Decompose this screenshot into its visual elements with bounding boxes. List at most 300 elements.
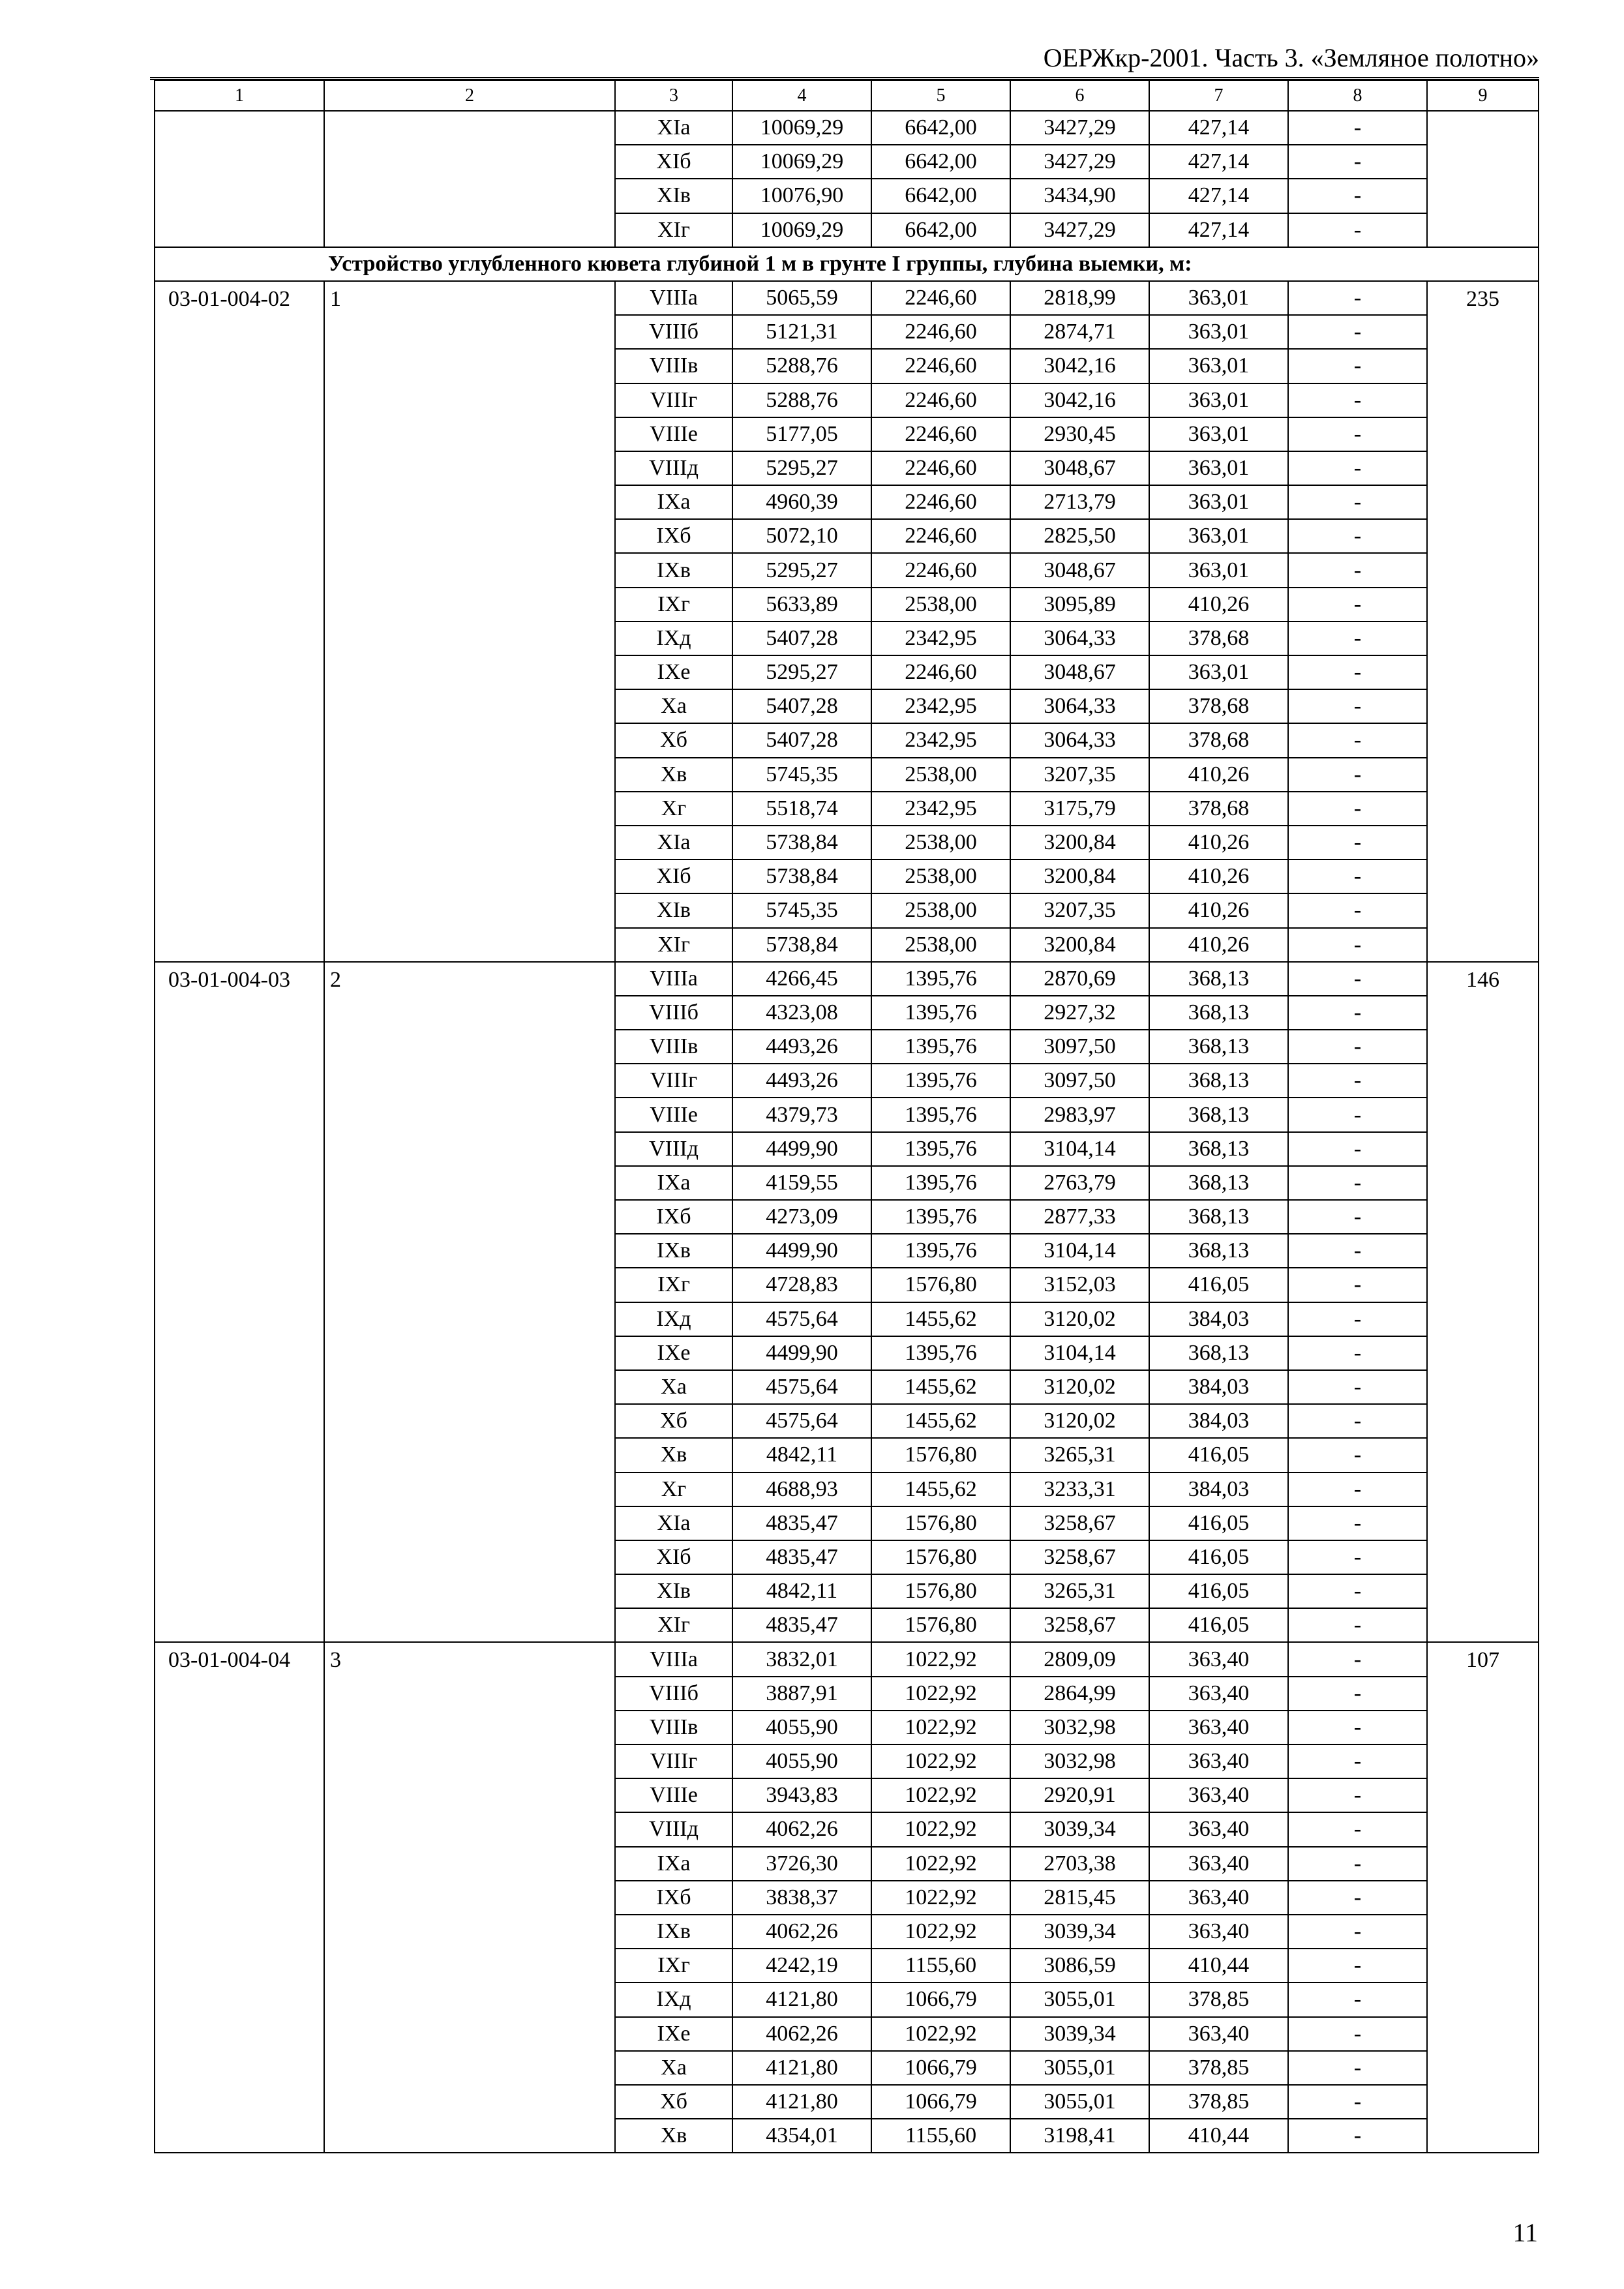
total-cost-cell: 3832,01 [732, 1642, 871, 1676]
subgroup-cell: Xа [615, 2051, 732, 2085]
subgroup-cell: XIв [615, 179, 732, 213]
materials-cell: - [1288, 315, 1427, 349]
materials-cell: - [1288, 1847, 1427, 1881]
operator-wage-cell: 378,68 [1149, 792, 1288, 826]
total-cost-cell: 4354,01 [732, 2119, 871, 2153]
code-cell: 03-01-004-04 [155, 1642, 324, 2153]
machine-cost-cell: 3039,34 [1010, 1915, 1149, 1949]
operator-wage-cell: 368,13 [1149, 1098, 1288, 1131]
subgroup-cell: VIIIб [615, 1677, 732, 1711]
column-number: 8 [1288, 80, 1427, 111]
materials-cell: - [1288, 1711, 1427, 1744]
total-cost-cell: 4266,45 [732, 962, 871, 996]
labor-cost-cell: 2538,00 [871, 758, 1010, 792]
labor-cost-cell: 1395,76 [871, 1098, 1010, 1131]
materials-cell: - [1288, 1268, 1427, 1302]
materials-cell: - [1288, 451, 1427, 485]
machine-cost-cell: 3048,67 [1010, 655, 1149, 689]
labor-cost-cell: 2342,95 [871, 723, 1010, 757]
subgroup-cell: VIIIе [615, 417, 732, 451]
subgroup-cell: XIа [615, 111, 732, 145]
materials-cell: - [1288, 213, 1427, 247]
materials-cell: - [1288, 1881, 1427, 1915]
code-cell [155, 111, 324, 247]
materials-cell: - [1288, 111, 1427, 145]
operator-wage-cell: 363,01 [1149, 281, 1288, 315]
total-cost-cell: 4842,11 [732, 1438, 871, 1472]
total-cost-cell: 10069,29 [732, 111, 871, 145]
materials-cell: - [1288, 2051, 1427, 2085]
machine-cost-cell: 3198,41 [1010, 2119, 1149, 2153]
subgroup-cell: VIIIг [615, 1744, 732, 1778]
labor-cost-cell: 1022,92 [871, 1847, 1010, 1881]
subgroup-cell: IXв [615, 1234, 732, 1268]
total-cost-cell: 4493,26 [732, 1064, 871, 1098]
subgroup-cell: IXг [615, 1268, 732, 1302]
labor-cost-cell: 1066,79 [871, 1982, 1010, 2016]
subgroup-cell: XIб [615, 860, 732, 893]
labor-cost-cell: 2246,60 [871, 349, 1010, 383]
operator-wage-cell: 416,05 [1149, 1540, 1288, 1574]
materials-cell: - [1288, 1404, 1427, 1438]
labor-cost-cell: 2246,60 [871, 485, 1010, 519]
subgroup-cell: VIIIа [615, 1642, 732, 1676]
labor-cost-cell: 2246,60 [871, 417, 1010, 451]
operator-wage-cell: 363,01 [1149, 655, 1288, 689]
machine-cost-cell: 2815,45 [1010, 1881, 1149, 1915]
operator-wage-cell: 368,13 [1149, 1234, 1288, 1268]
operator-wage-cell: 363,01 [1149, 349, 1288, 383]
labor-cost-cell: 1022,92 [871, 1744, 1010, 1778]
subgroup-cell: IXг [615, 1949, 732, 1982]
materials-cell: - [1288, 1982, 1427, 2016]
machine-cost-cell: 3200,84 [1010, 826, 1149, 860]
machine-cost-cell: 3200,84 [1010, 928, 1149, 962]
labor-cost-cell: 2342,95 [871, 792, 1010, 826]
subgroup-cell: Xб [615, 1404, 732, 1438]
operator-wage-cell: 368,13 [1149, 1132, 1288, 1166]
total-cost-cell: 4055,90 [732, 1744, 871, 1778]
materials-cell: - [1288, 893, 1427, 927]
labor-cost-cell: 2538,00 [871, 893, 1010, 927]
materials-cell: - [1288, 1608, 1427, 1642]
materials-cell: - [1288, 792, 1427, 826]
subgroup-cell: VIIIе [615, 1778, 732, 1812]
subgroup-cell: IXе [615, 655, 732, 689]
operator-wage-cell: 363,40 [1149, 1847, 1288, 1881]
subgroup-cell: IXа [615, 485, 732, 519]
operator-wage-cell: 410,26 [1149, 860, 1288, 893]
materials-cell: - [1288, 928, 1427, 962]
operator-wage-cell: 363,01 [1149, 417, 1288, 451]
number-cell: 2 [324, 962, 615, 1643]
subgroup-cell: VIIIв [615, 1030, 732, 1064]
page-number: 11 [1512, 2218, 1538, 2247]
subgroup-cell: Xг [615, 1473, 732, 1506]
subgroup-cell: XIв [615, 1574, 732, 1608]
labor-cost-cell: 1395,76 [871, 962, 1010, 996]
document-title: ОЕРЖкр-2001. Часть 3. «Земляное полотно» [1043, 43, 1539, 72]
machine-cost-cell: 3427,29 [1010, 111, 1149, 145]
materials-cell: - [1288, 588, 1427, 621]
column-number: 9 [1427, 80, 1539, 111]
labor-cost-cell: 1576,80 [871, 1506, 1010, 1540]
code-cell: 03-01-004-03 [155, 962, 324, 1643]
subgroup-cell: IXд [615, 1982, 732, 2016]
materials-cell: - [1288, 1540, 1427, 1574]
materials-cell: - [1288, 689, 1427, 723]
total-cost-cell: 10069,29 [732, 213, 871, 247]
operator-wage-cell: 363,01 [1149, 553, 1288, 587]
operator-wage-cell: 363,40 [1149, 1881, 1288, 1915]
labor-cost-cell: 2246,60 [871, 281, 1010, 315]
materials-cell: - [1288, 1064, 1427, 1098]
operator-wage-cell: 363,01 [1149, 383, 1288, 417]
labor-cost-cell: 2538,00 [871, 860, 1010, 893]
operator-wage-cell: 363,40 [1149, 1642, 1288, 1676]
operator-wage-cell: 363,40 [1149, 1778, 1288, 1812]
machine-cost-cell: 3265,31 [1010, 1438, 1149, 1472]
subgroup-cell: Xв [615, 758, 732, 792]
operator-wage-cell: 363,01 [1149, 519, 1288, 553]
machine-cost-cell: 2713,79 [1010, 485, 1149, 519]
labor-cost-cell: 1155,60 [871, 2119, 1010, 2153]
labor-cost-cell: 1395,76 [871, 1200, 1010, 1234]
machine-cost-cell: 3097,50 [1010, 1064, 1149, 1098]
count-cell: 107 [1427, 1642, 1539, 2153]
section-row [155, 247, 1539, 281]
subgroup-cell: IXб [615, 1200, 732, 1234]
total-cost-cell: 4062,26 [732, 1812, 871, 1846]
materials-cell: - [1288, 1506, 1427, 1540]
subgroup-cell: Xб [615, 723, 732, 757]
operator-wage-cell: 378,68 [1149, 621, 1288, 655]
subgroup-cell: VIIIа [615, 281, 732, 315]
materials-cell: - [1288, 758, 1427, 792]
materials-cell: - [1288, 1642, 1427, 1676]
labor-cost-cell: 1455,62 [871, 1302, 1010, 1336]
machine-cost-cell: 3265,31 [1010, 1574, 1149, 1608]
labor-cost-cell: 1066,79 [871, 2051, 1010, 2085]
operator-wage-cell: 363,40 [1149, 1744, 1288, 1778]
operator-wage-cell: 378,85 [1149, 2085, 1288, 2119]
machine-cost-cell: 3032,98 [1010, 1711, 1149, 1744]
table-row [155, 1642, 1539, 1676]
column-number: 5 [871, 80, 1010, 111]
machine-cost-cell: 3095,89 [1010, 588, 1149, 621]
materials-cell: - [1288, 1370, 1427, 1404]
operator-wage-cell: 410,26 [1149, 893, 1288, 927]
total-cost-cell: 10069,29 [732, 145, 871, 179]
materials-cell: - [1288, 1336, 1427, 1370]
materials-cell: - [1288, 996, 1427, 1030]
operator-wage-cell: 363,01 [1149, 315, 1288, 349]
subgroup-cell: Xв [615, 1438, 732, 1472]
total-cost-cell: 5121,31 [732, 315, 871, 349]
machine-cost-cell: 3032,98 [1010, 1744, 1149, 1778]
labor-cost-cell: 1022,92 [871, 1642, 1010, 1676]
column-number: 3 [615, 80, 732, 111]
total-cost-cell: 4835,47 [732, 1506, 871, 1540]
materials-cell: - [1288, 519, 1427, 553]
number-cell [324, 111, 615, 247]
operator-wage-cell: 384,03 [1149, 1473, 1288, 1506]
machine-cost-cell: 2930,45 [1010, 417, 1149, 451]
operator-wage-cell: 363,40 [1149, 2017, 1288, 2051]
total-cost-cell: 5177,05 [732, 417, 871, 451]
labor-cost-cell: 1455,62 [871, 1404, 1010, 1438]
subgroup-cell: IXе [615, 1336, 732, 1370]
materials-cell: - [1288, 1098, 1427, 1131]
machine-cost-cell: 2809,09 [1010, 1642, 1149, 1676]
total-cost-cell: 4835,47 [732, 1540, 871, 1574]
machine-cost-cell: 2927,32 [1010, 996, 1149, 1030]
labor-cost-cell: 1455,62 [871, 1473, 1010, 1506]
materials-cell: - [1288, 1166, 1427, 1200]
subgroup-cell: XIг [615, 1608, 732, 1642]
column-number: 2 [324, 80, 615, 111]
labor-cost-cell: 2246,60 [871, 383, 1010, 417]
operator-wage-cell: 410,26 [1149, 826, 1288, 860]
materials-cell: - [1288, 1302, 1427, 1336]
machine-cost-cell: 2920,91 [1010, 1778, 1149, 1812]
labor-cost-cell: 1395,76 [871, 1234, 1010, 1268]
total-cost-cell: 5633,89 [732, 588, 871, 621]
operator-wage-cell: 368,13 [1149, 1166, 1288, 1200]
labor-cost-cell: 6642,00 [871, 145, 1010, 179]
section-title: Устройство углубленного кювета глубиной 1 м в грунте I группы, глубина выемки, м: [155, 247, 1539, 281]
subgroup-cell: IXд [615, 1302, 732, 1336]
machine-cost-cell: 2983,97 [1010, 1098, 1149, 1131]
column-number: 7 [1149, 80, 1288, 111]
labor-cost-cell: 1455,62 [871, 1370, 1010, 1404]
operator-wage-cell: 363,40 [1149, 1915, 1288, 1949]
operator-wage-cell: 368,13 [1149, 996, 1288, 1030]
labor-cost-cell: 1395,76 [871, 1336, 1010, 1370]
machine-cost-cell: 3152,03 [1010, 1268, 1149, 1302]
labor-cost-cell: 1022,92 [871, 1778, 1010, 1812]
operator-wage-cell: 427,14 [1149, 111, 1288, 145]
operator-wage-cell: 368,13 [1149, 1064, 1288, 1098]
materials-cell: - [1288, 2119, 1427, 2153]
total-cost-cell: 5295,27 [732, 655, 871, 689]
number-cell: 3 [324, 1642, 615, 2153]
total-cost-cell: 4242,19 [732, 1949, 871, 1982]
labor-cost-cell: 1022,92 [871, 1677, 1010, 1711]
column-number: 6 [1010, 80, 1149, 111]
operator-wage-cell: 368,13 [1149, 1200, 1288, 1234]
total-cost-cell: 5407,28 [732, 689, 871, 723]
total-cost-cell: 3726,30 [732, 1847, 871, 1881]
machine-cost-cell: 3120,02 [1010, 1302, 1149, 1336]
machine-cost-cell: 3048,67 [1010, 553, 1149, 587]
total-cost-cell: 4728,83 [732, 1268, 871, 1302]
materials-cell: - [1288, 962, 1427, 996]
labor-cost-cell: 6642,00 [871, 213, 1010, 247]
subgroup-cell: IXд [615, 621, 732, 655]
subgroup-cell: Xв [615, 2119, 732, 2153]
machine-cost-cell: 3055,01 [1010, 2051, 1149, 2085]
total-cost-cell: 5288,76 [732, 349, 871, 383]
total-cost-cell: 4273,09 [732, 1200, 871, 1234]
materials-cell: - [1288, 1915, 1427, 1949]
materials-cell: - [1288, 1438, 1427, 1472]
machine-cost-cell: 3175,79 [1010, 792, 1149, 826]
total-cost-cell: 5065,59 [732, 281, 871, 315]
materials-cell: - [1288, 1812, 1427, 1846]
total-cost-cell: 5407,28 [732, 723, 871, 757]
operator-wage-cell: 416,05 [1149, 1438, 1288, 1472]
subgroup-cell: XIб [615, 1540, 732, 1574]
machine-cost-cell: 3097,50 [1010, 1030, 1149, 1064]
labor-cost-cell: 1022,92 [871, 1881, 1010, 1915]
subgroup-cell: VIIIб [615, 996, 732, 1030]
machine-cost-cell: 2825,50 [1010, 519, 1149, 553]
labor-cost-cell: 2342,95 [871, 621, 1010, 655]
labor-cost-cell: 1395,76 [871, 1064, 1010, 1098]
subgroup-cell: Xа [615, 689, 732, 723]
subgroup-cell: IXб [615, 1881, 732, 1915]
count-cell: 146 [1427, 962, 1539, 1643]
subgroup-cell: Xа [615, 1370, 732, 1404]
labor-cost-cell: 2342,95 [871, 689, 1010, 723]
labor-cost-cell: 1155,60 [871, 1949, 1010, 1982]
operator-wage-cell: 410,26 [1149, 588, 1288, 621]
page-header [150, 34, 1539, 80]
operator-wage-cell: 363,40 [1149, 1677, 1288, 1711]
total-cost-cell: 5407,28 [732, 621, 871, 655]
labor-cost-cell: 1022,92 [871, 1711, 1010, 1744]
total-cost-cell: 5518,74 [732, 792, 871, 826]
labor-cost-cell: 2246,60 [871, 655, 1010, 689]
machine-cost-cell: 2763,79 [1010, 1166, 1149, 1200]
total-cost-cell: 4379,73 [732, 1098, 871, 1131]
machine-cost-cell: 3120,02 [1010, 1404, 1149, 1438]
operator-wage-cell: 368,13 [1149, 1336, 1288, 1370]
total-cost-cell: 5738,84 [732, 860, 871, 893]
operator-wage-cell: 363,40 [1149, 1812, 1288, 1846]
operator-wage-cell: 416,05 [1149, 1574, 1288, 1608]
subgroup-cell: VIIIг [615, 383, 732, 417]
subgroup-cell: XIг [615, 213, 732, 247]
total-cost-cell: 4499,90 [732, 1336, 871, 1370]
machine-cost-cell: 3427,29 [1010, 145, 1149, 179]
machine-cost-cell: 2870,69 [1010, 962, 1149, 996]
subgroup-cell: XIб [615, 145, 732, 179]
subgroup-cell: VIIIб [615, 315, 732, 349]
machine-cost-cell: 3120,02 [1010, 1370, 1149, 1404]
materials-cell: - [1288, 1574, 1427, 1608]
machine-cost-cell: 3258,67 [1010, 1540, 1149, 1574]
subgroup-cell: IXб [615, 519, 732, 553]
materials-cell: - [1288, 145, 1427, 179]
materials-cell: - [1288, 1949, 1427, 1982]
total-cost-cell: 4493,26 [732, 1030, 871, 1064]
operator-wage-cell: 363,01 [1149, 451, 1288, 485]
machine-cost-cell: 2703,38 [1010, 1847, 1149, 1881]
subgroup-cell: VIIIг [615, 1064, 732, 1098]
subgroup-cell: IXг [615, 588, 732, 621]
table-row [155, 962, 1539, 996]
labor-cost-cell: 1395,76 [871, 1132, 1010, 1166]
subgroup-cell: VIIIе [615, 1098, 732, 1131]
subgroup-cell: XIв [615, 893, 732, 927]
subgroup-cell: VIIIд [615, 1812, 732, 1846]
total-cost-cell: 5738,84 [732, 826, 871, 860]
machine-cost-cell: 3233,31 [1010, 1473, 1149, 1506]
operator-wage-cell: 410,44 [1149, 1949, 1288, 1982]
total-cost-cell: 4499,90 [732, 1132, 871, 1166]
materials-cell: - [1288, 179, 1427, 213]
labor-cost-cell: 2246,60 [871, 315, 1010, 349]
labor-cost-cell: 2246,60 [871, 451, 1010, 485]
machine-cost-cell: 3048,67 [1010, 451, 1149, 485]
subgroup-cell: IXа [615, 1166, 732, 1200]
subgroup-cell: IXе [615, 2017, 732, 2051]
operator-wage-cell: 384,03 [1149, 1370, 1288, 1404]
total-cost-cell: 4062,26 [732, 2017, 871, 2051]
machine-cost-cell: 3055,01 [1010, 1982, 1149, 2016]
subgroup-cell: XIг [615, 928, 732, 962]
count-cell: 235 [1427, 281, 1539, 962]
operator-wage-cell: 384,03 [1149, 1302, 1288, 1336]
labor-cost-cell: 1022,92 [871, 1812, 1010, 1846]
machine-cost-cell: 3104,14 [1010, 1132, 1149, 1166]
machine-cost-cell: 3427,29 [1010, 213, 1149, 247]
total-cost-cell: 10076,90 [732, 179, 871, 213]
materials-cell: - [1288, 1132, 1427, 1166]
materials-cell: - [1288, 826, 1427, 860]
subgroup-cell: XIа [615, 826, 732, 860]
labor-cost-cell: 1022,92 [871, 1915, 1010, 1949]
machine-cost-cell: 3064,33 [1010, 621, 1149, 655]
machine-cost-cell: 3042,16 [1010, 349, 1149, 383]
total-cost-cell: 5295,27 [732, 553, 871, 587]
operator-wage-cell: 363,40 [1149, 1711, 1288, 1744]
labor-cost-cell: 2538,00 [871, 588, 1010, 621]
code-cell: 03-01-004-02 [155, 281, 324, 962]
subgroup-cell: IXв [615, 1915, 732, 1949]
total-cost-cell: 3887,91 [732, 1677, 871, 1711]
machine-cost-cell: 3104,14 [1010, 1336, 1149, 1370]
subgroup-cell: XIа [615, 1506, 732, 1540]
operator-wage-cell: 416,05 [1149, 1506, 1288, 1540]
subgroup-cell: IXв [615, 553, 732, 587]
materials-cell: - [1288, 1677, 1427, 1711]
machine-cost-cell: 3042,16 [1010, 383, 1149, 417]
subgroup-cell: VIIIа [615, 962, 732, 996]
machine-cost-cell: 2864,99 [1010, 1677, 1149, 1711]
materials-cell: - [1288, 621, 1427, 655]
total-cost-cell: 4575,64 [732, 1404, 871, 1438]
operator-wage-cell: 427,14 [1149, 179, 1288, 213]
labor-cost-cell: 2538,00 [871, 928, 1010, 962]
materials-cell: - [1288, 417, 1427, 451]
machine-cost-cell: 3064,33 [1010, 689, 1149, 723]
operator-wage-cell: 410,26 [1149, 758, 1288, 792]
materials-cell: - [1288, 1030, 1427, 1064]
total-cost-cell: 4121,80 [732, 2085, 871, 2119]
subgroup-cell: VIIIд [615, 451, 732, 485]
total-cost-cell: 4121,80 [732, 1982, 871, 2016]
total-cost-cell: 4055,90 [732, 1711, 871, 1744]
total-cost-cell: 5745,35 [732, 893, 871, 927]
materials-cell: - [1288, 723, 1427, 757]
labor-cost-cell: 1395,76 [871, 996, 1010, 1030]
materials-cell: - [1288, 860, 1427, 893]
total-cost-cell: 5288,76 [732, 383, 871, 417]
labor-cost-cell: 1022,92 [871, 2017, 1010, 2051]
